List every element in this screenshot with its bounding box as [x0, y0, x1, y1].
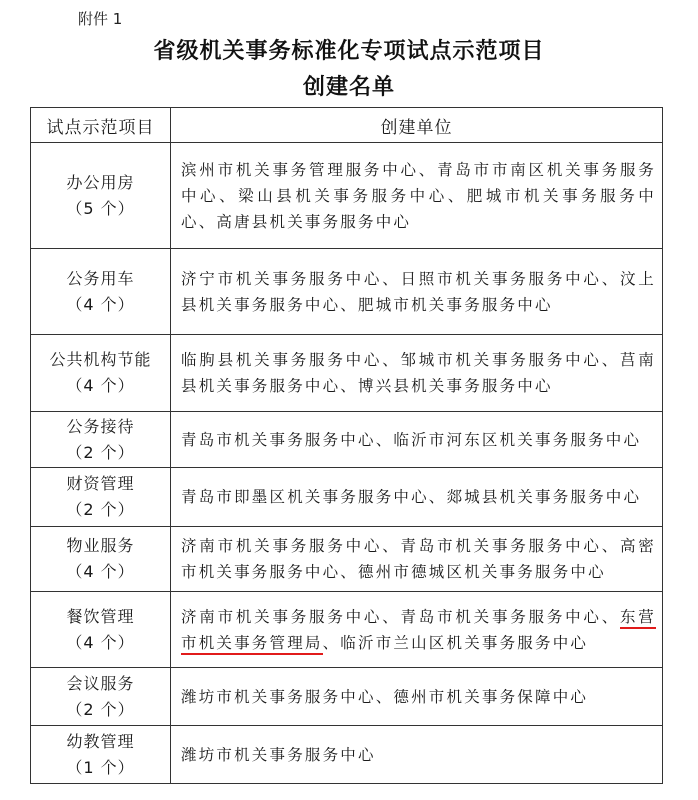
- units-text-part: 、临沂市兰山区机关事务服务中心: [322, 633, 589, 652]
- project-name: 会议服务: [66, 673, 135, 693]
- project-count: （4 个）: [66, 376, 135, 395]
- highlighted-unit: 东营市机关事务管理局: [181, 608, 656, 655]
- project-cell: [31, 726, 171, 784]
- project-name: 公共机构节能: [49, 350, 152, 369]
- units-cell: 青岛市即墨区机关事务服务中心、郯城县机关事务服务中心: [171, 468, 663, 527]
- units-cell: 济宁市机关事务服务中心、日照市机关事务服务中心、汶上县机关事务服务中心、肥城市机关事务服务中心: [171, 249, 663, 335]
- units-cell: 临朐县机关事务服务中心、邹城市机关事务服务中心、莒南县机关事务服务中心、博兴县机关事务服务中心: [171, 335, 663, 412]
- table-row: [31, 249, 663, 335]
- project-count: （2 个）: [66, 699, 135, 719]
- project-name: 物业服务: [66, 536, 135, 555]
- table-row: [31, 412, 663, 468]
- project-name: 公务用车: [66, 268, 135, 288]
- project-count: （1 个）: [66, 757, 135, 777]
- document-title: 省级机关事务标准化专项试点示范项目: [153, 39, 545, 64]
- column-header-project: 试点示范项目: [31, 108, 171, 143]
- project-count: （2 个）: [66, 500, 135, 519]
- table-row: [31, 335, 663, 412]
- project-cell: [31, 527, 171, 592]
- table-header-row: [31, 108, 663, 143]
- project-cell: [31, 143, 171, 249]
- project-cell: [31, 335, 171, 412]
- document-subtitle: 创建名单: [302, 75, 395, 100]
- table-row: [31, 592, 663, 668]
- project-name: 公务接待: [66, 416, 135, 436]
- units-cell: 潍坊市机关事务服务中心: [171, 726, 663, 784]
- project-name: 餐饮管理: [66, 606, 135, 626]
- units-cell: 青岛市机关事务服务中心、临沂市河东区机关事务服务中心: [171, 412, 663, 468]
- units-cell: [171, 592, 663, 668]
- project-cell: [31, 249, 171, 335]
- attachment-label: 附件 1: [78, 10, 123, 28]
- project-count: （4 个）: [66, 632, 135, 652]
- project-count: （2 个）: [66, 442, 135, 462]
- units-cell: 潍坊市机关事务服务中心、德州市机关事务保障中心: [171, 668, 663, 726]
- pilot-project-table: [30, 107, 663, 784]
- project-cell: [31, 668, 171, 726]
- project-count: （4 个）: [66, 562, 135, 581]
- project-cell: [31, 412, 171, 468]
- table-row: [31, 726, 663, 784]
- project-count: （4 个）: [66, 294, 135, 314]
- units-cell: 济南市机关事务服务中心、青岛市机关事务服务中心、高密市机关事务服务中心、德州市德城区机关事务服务中心: [171, 527, 663, 592]
- table-row: [31, 468, 663, 527]
- table-row: [31, 527, 663, 592]
- project-cell: [31, 592, 171, 668]
- project-cell: [31, 468, 171, 527]
- table-row: [31, 143, 663, 249]
- table-row: [31, 668, 663, 726]
- column-header-units: 创建单位: [171, 108, 663, 143]
- project-count: （5 个）: [66, 198, 135, 218]
- project-name: 办公用房: [66, 172, 135, 192]
- units-text-part: 济南市机关事务服务中心、青岛市机关事务服务中心、: [181, 607, 620, 626]
- units-cell: 滨州市机关事务管理服务中心、青岛市市南区机关事务服务中心、梁山县机关事务服务中心、肥城市机关事务服务中心、高唐县机关事务服务中心: [171, 143, 663, 249]
- project-name: 财资管理: [66, 474, 135, 493]
- project-name: 幼教管理: [66, 731, 135, 751]
